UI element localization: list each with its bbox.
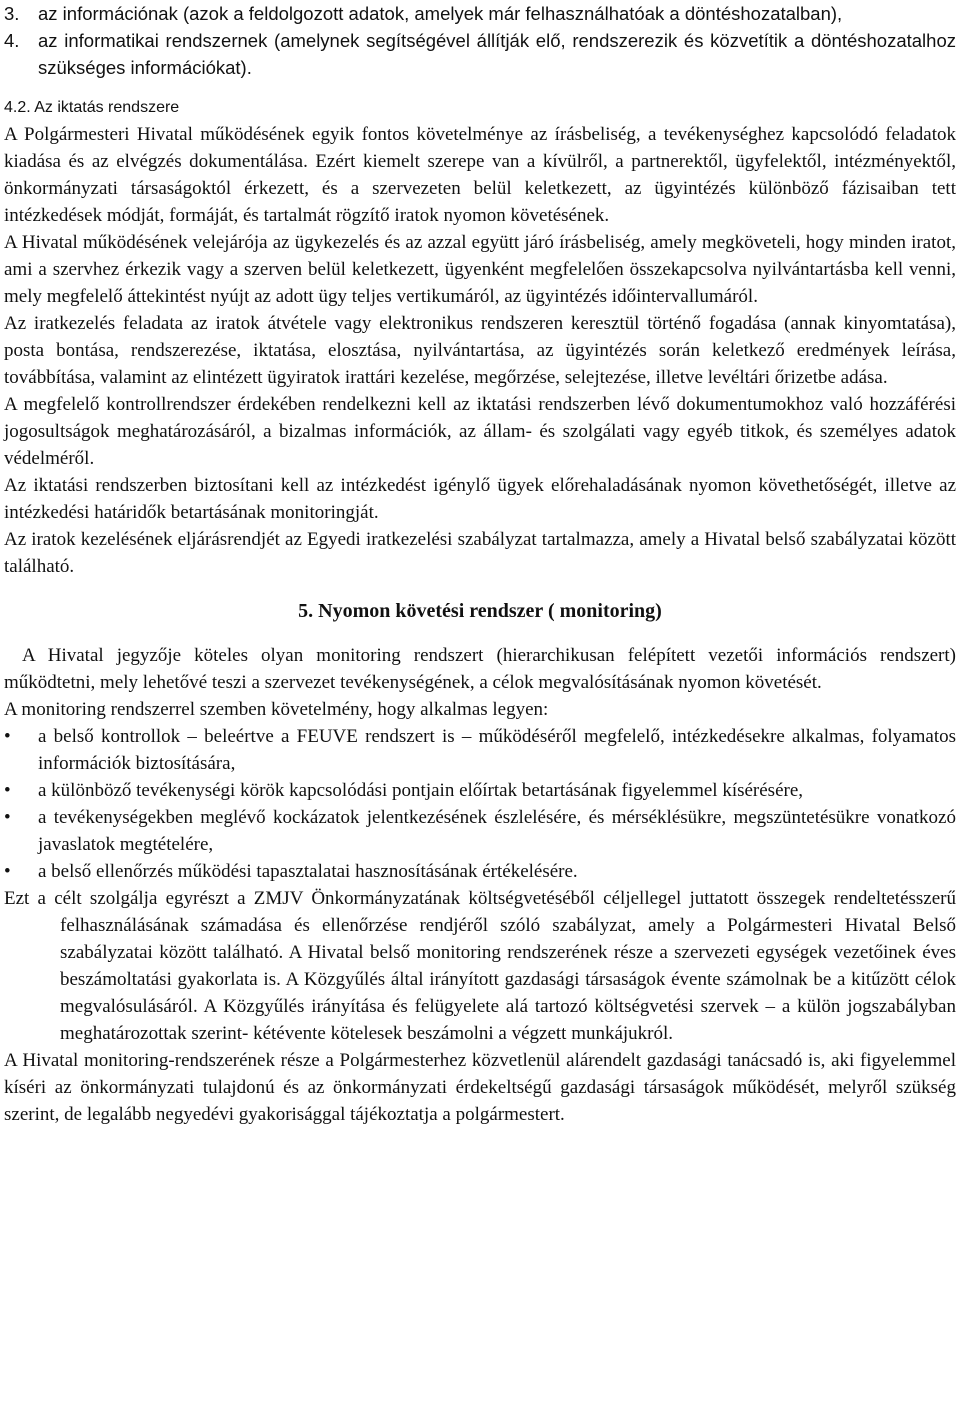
bullet-item bbox=[4, 777, 956, 804]
bullet-text: a tevékenységekben meglévő kockázatok jelentkezésének észlelésére, és mérséklésükre, megszüntetésükre vonatkozó javaslatok megtételére, bbox=[38, 807, 956, 855]
paragraph: A Hivatal jegyzője köteles olyan monitoring rendszert (hierarchikusan felépített vezetői információs rendszert) működtetni, mely lehetővé teszi a szervezet tevékenységének, a célok megvalósításának nyomon követését. bbox=[4, 645, 956, 693]
bullet-icon: • bbox=[4, 780, 11, 801]
bullet-text: a különböző tevékenységi körök kapcsolódási pontjain előírtak betartásának figyelemmel kísérésére, bbox=[38, 780, 804, 801]
numbered-list bbox=[4, 0, 956, 81]
bullet-list bbox=[4, 723, 956, 885]
paragraph: A Polgármesteri Hivatal működésének egyik fontos követelménye az írásbeliség, a tevékenységhez kapcsolódó feladatok kiadása és az elvégzés dokumentálása. Ezért kiemelt szerepe van a kívülről, a partnerektől, ügyfelektől, intézményektől, önkormányzati társaságoktól érkezett, és a szervezeten belül keletkezett, az ügyintézés különböző fázisaiban tett intézkedések módját, formáját, és tartalmát rögzítő iratok nyomon követésének. bbox=[4, 124, 956, 226]
paragraph: Az iratok kezelésének eljárásrendjét az Egyedi iratkezelési szabályzat tartalmazza, amely a Hivatal belső szabályzatai között található. bbox=[4, 529, 956, 577]
section-heading-4-2: 4.2. Az iktatás rendszere bbox=[4, 99, 180, 116]
paragraph: A megfelelő kontrollrendszer érdekében rendelkezni kell az iktatási rendszerben lévő dokumentumokhoz való hozzáférési jogosultságok meghatározásáról, a bizalmas információk, az állam- és szolgálati vagy egyéb titkok, és személyes adatok védelméről. bbox=[4, 394, 956, 469]
list-item bbox=[4, 0, 956, 27]
paragraph: Ezt a célt szolgálja egyrészt a ZMJV Önkormányzatának költségvetéséből céljellegel juttatott összegek rendeltetésszerű felhasználásának számadása és ellenőrzése rendjéről szóló szabályzat, amely a Polgármesteri Hivatal Belső szabályzatai között található. A Hivatal belső monitoring rendszerének része a szervezeti egységek vezetőinek éves beszámoltatási gyakorlata is. A Közgyűlés által irányított gazdasági társaságok évente számolnak be a kitűzött célok megvalósulásáról. A Közgyűlés irányítása és felügyelete alá tartozó költségvetési szervek – a külön jogszabályban meghatározottak szerint- kétévente kötelesek beszámolni a végzett munkájukról. bbox=[4, 888, 956, 1044]
bullet-item bbox=[4, 858, 956, 885]
paragraph: A Hivatal működésének velejárója az ügykezelés és az azzal együtt járó írásbeliség, amely megköveteli, hogy minden iratot, ami a szervhez érkezik vagy a szerven belül keletkezett, ügyenként megfelelően összekapcsolva nyilvántartásba kell venni, mely megfelelő áttekintést nyújt az adott ügy teljes vertikumáról, az ügyintézés időintervallumáról. bbox=[4, 232, 956, 307]
bullet-icon: • bbox=[4, 807, 11, 828]
paragraph: A monitoring rendszerrel szemben követelmény, hogy alkalmas legyen: bbox=[4, 699, 549, 720]
section-heading-5: 5. Nyomon követési rendszer ( monitoring) bbox=[298, 600, 662, 622]
list-item bbox=[4, 27, 956, 81]
document-page bbox=[4, 0, 956, 1128]
list-item-text: az információnak (azok a feldolgozott adatok, amelyek már felhasználhatóak a döntéshozatalban), bbox=[38, 3, 843, 24]
list-item-number: 4. bbox=[4, 30, 20, 51]
bullet-text: a belső kontrollok – beleértve a FEUVE rendszert is – működéséről megfelelő, intézkedésekre alkalmas, folyamatos információk biztosítására, bbox=[38, 726, 956, 774]
paragraph: A Hivatal monitoring-rendszerének része a Polgármesterhez közvetlenül alárendelt gazdasági tanácsadó is, aki figyelemmel kíséri az önkormányzati tulajdonú és az önkormányzati érdekeltségű gazdasági társaságok működését, melyről szükség szerint, de legalább negyedévi gyakorisággal tájékoztatja a polgármestert. bbox=[4, 1050, 956, 1125]
bullet-item bbox=[4, 723, 956, 777]
bullet-item bbox=[4, 804, 956, 858]
bullet-icon: • bbox=[4, 726, 11, 747]
bullet-text: a belső ellenőrzés működési tapasztalatai hasznosításának értékelésére. bbox=[38, 861, 578, 882]
paragraph: Az iratkezelés feladata az iratok átvétele vagy elektronikus rendszeren keresztül történő fogadása (annak kinyomtatása), posta bontása, rendszerezése, iktatása, elosztása, nyilvántartása, az ügyintézés során keletkező eredmények leírása, továbbítása, valamint az elintézett ügyiratok irattári kezelése, megőrzése, selejtezése, illetve levéltári őrizetbe adása. bbox=[4, 313, 956, 388]
paragraph: Az iktatási rendszerben biztosítani kell az intézkedést igénylő ügyek előrehaladásának nyomon követhetőségét, illetve az intézkedési határidők betartásának monitoringját. bbox=[4, 475, 956, 523]
bullet-icon: • bbox=[4, 861, 11, 882]
list-item-text: az informatikai rendszernek (amelynek segítségével állítják elő, rendszerezik és közvetítik a döntéshozatalhoz szükséges információkat). bbox=[38, 30, 956, 78]
list-item-number: 3. bbox=[4, 3, 20, 24]
